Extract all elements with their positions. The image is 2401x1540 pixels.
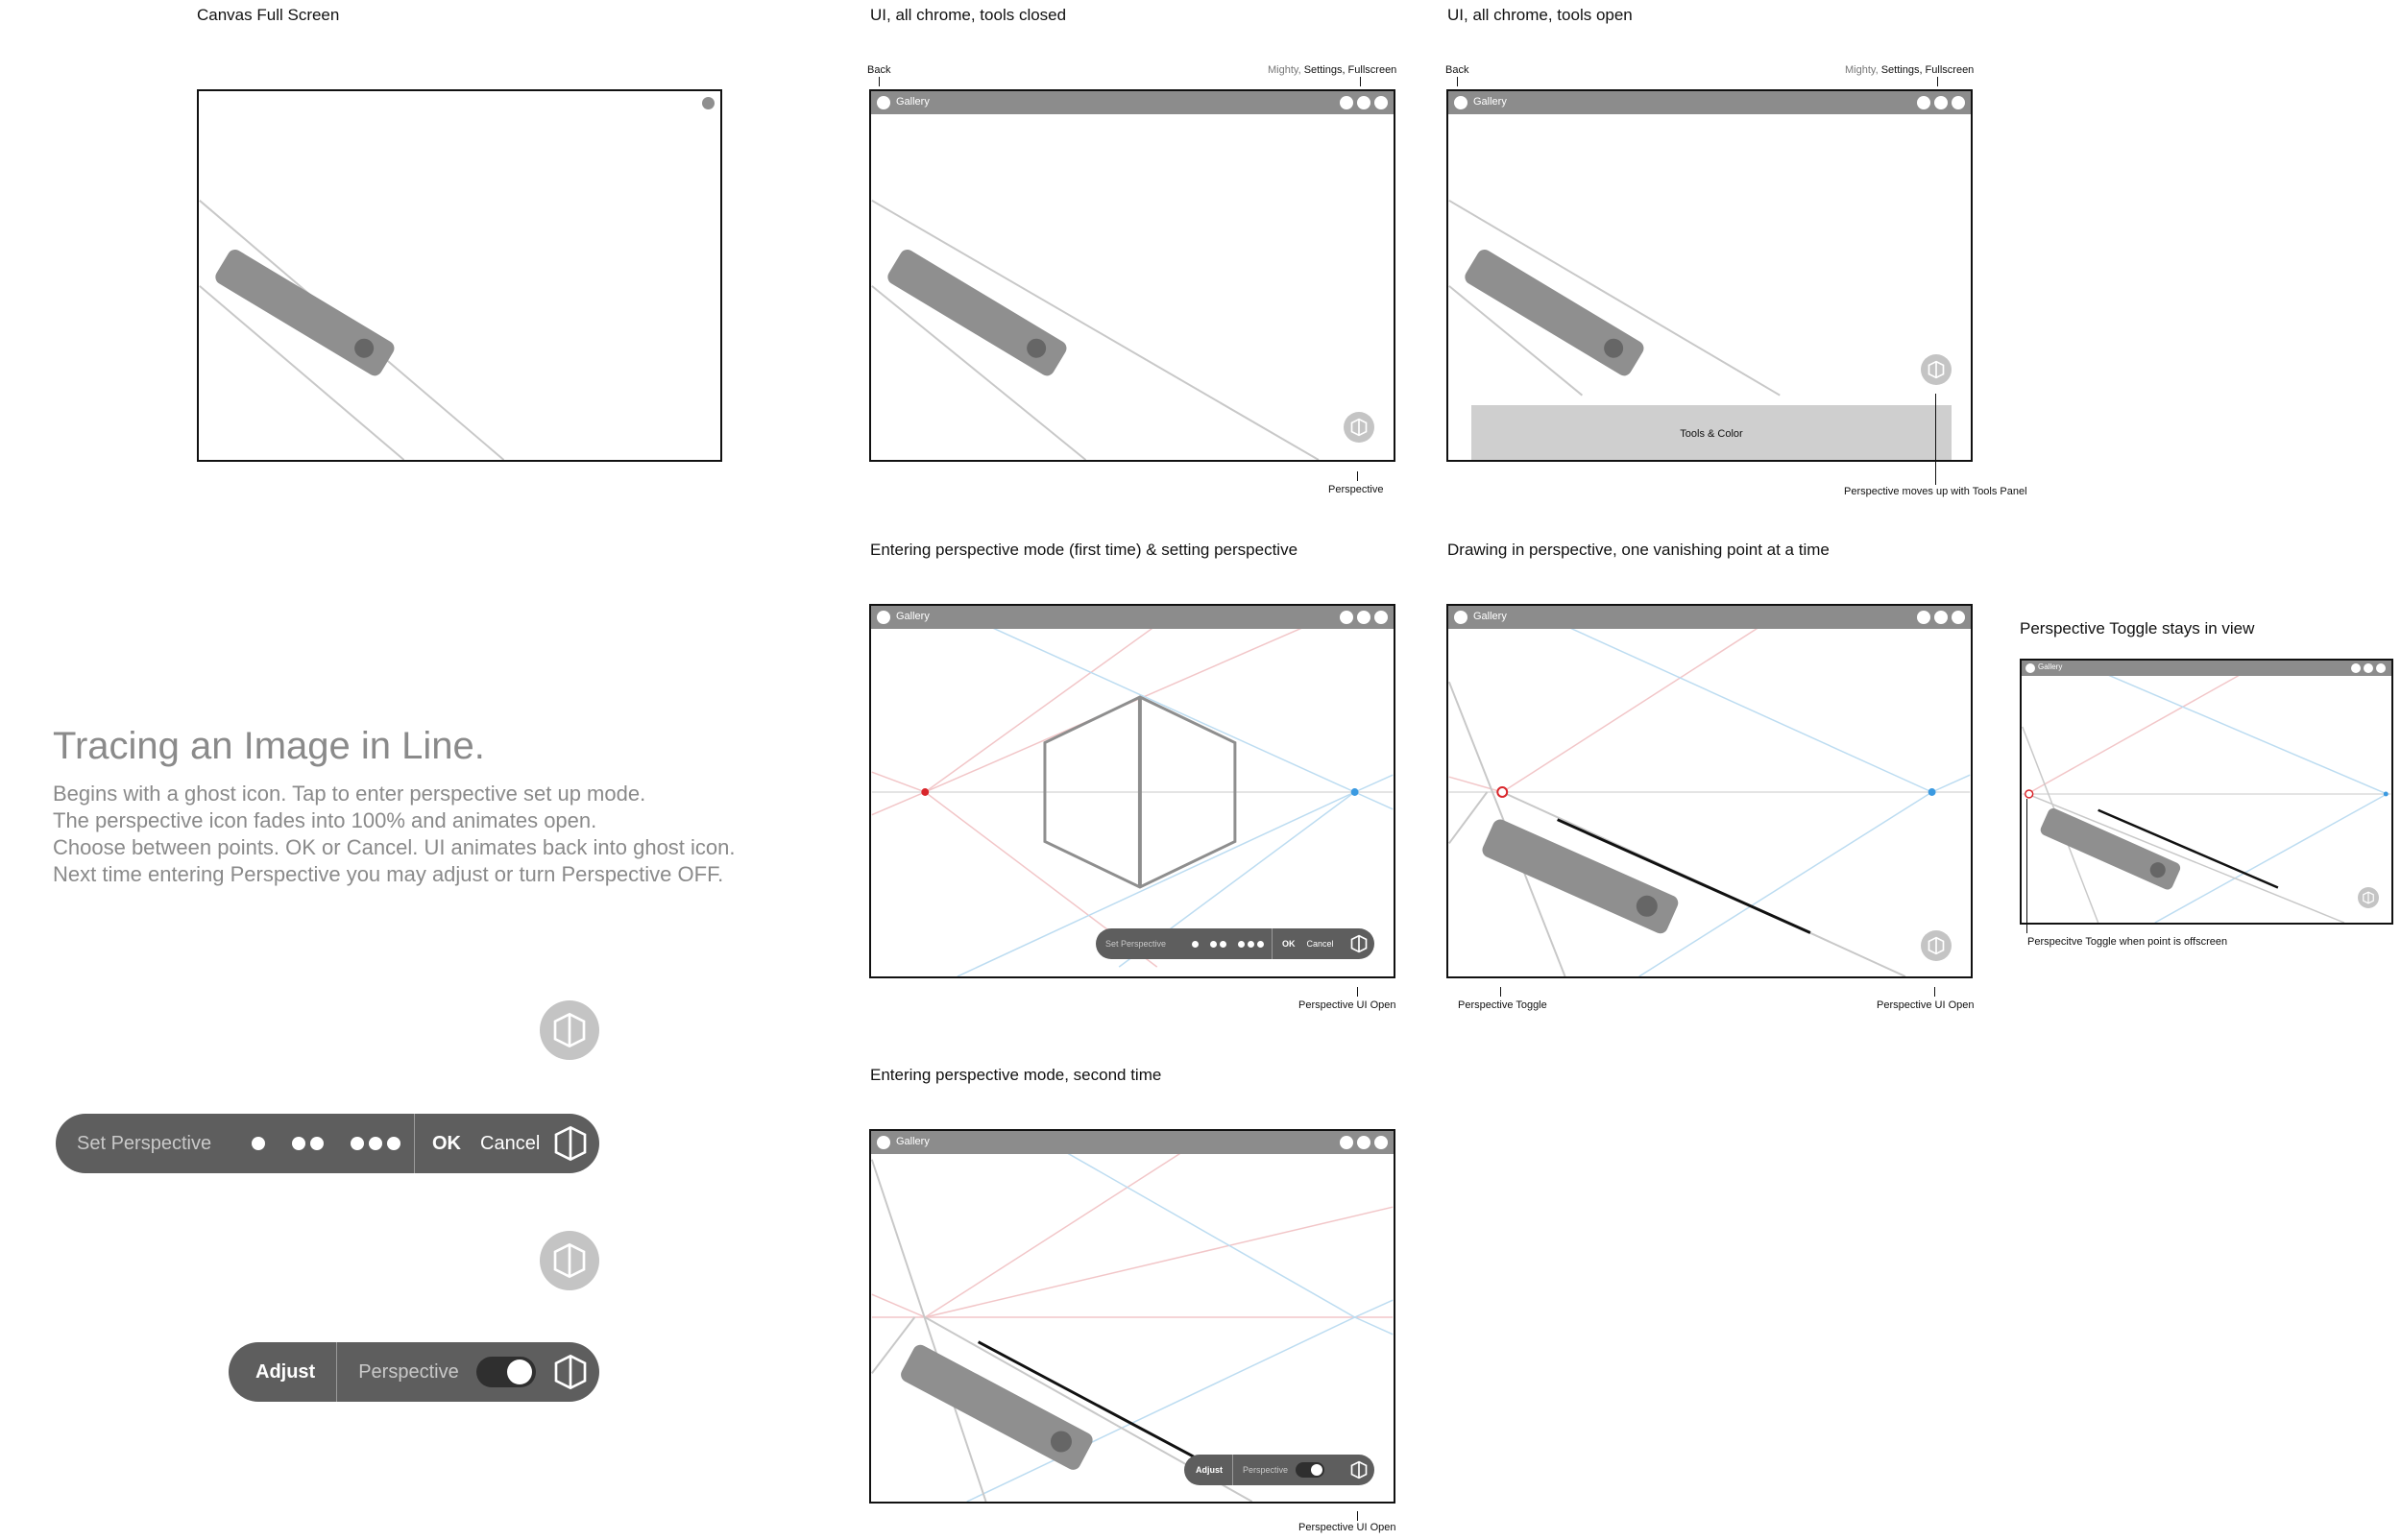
perspective-ghost-button[interactable] [2358,887,2379,908]
fullscreen-dot-icon[interactable] [1952,96,1965,109]
home-icon[interactable] [877,611,890,624]
perspective-cube-icon [1927,360,1946,379]
offscreen-toggle-tick [2026,799,2027,933]
settings-dot-icon[interactable] [2364,663,2373,673]
back-label: Back [1445,64,1469,76]
settings-tick [1360,77,1361,86]
description-text [53,781,736,888]
frame-title-first-time: Entering perspective mode (first time) & setting perspective [870,541,1298,559]
two-point-option[interactable] [292,1137,324,1150]
chrome-title[interactable]: Gallery [1473,611,1507,622]
chrome-right-label: Mighty, Settings, Fullscreen [1845,64,1975,76]
ruler-knob[interactable] [1633,892,1661,920]
perspective-toggle-label: Perspective Toggle [1458,999,1547,1011]
fullscreen-dot-icon[interactable] [1374,96,1388,109]
second-time-perspective-frame [869,1129,1395,1504]
description-line: Begins with a ghost icon. Tap to enter perspective set up mode. [53,782,646,806]
menu-dot-icon[interactable] [1340,96,1353,109]
set-perspective-label: Set Perspective [77,1132,212,1154]
frame-title-tools-open: UI, all chrome, tools open [1447,6,1633,24]
home-icon[interactable] [2025,663,2035,673]
perspective-ui-tick [1357,1511,1358,1521]
perspective-ghost-button[interactable] [1921,930,1952,961]
fullscreen-dot-icon[interactable] [1374,611,1388,624]
perspective-cube-icon[interactable] [551,1353,590,1391]
adjust-perspective-pill-large [229,1342,599,1402]
app-chrome [1448,91,1971,114]
tools-open-frame [1446,89,1973,462]
chrome-title[interactable]: Gallery [1473,96,1507,108]
perspective-toggle-tick [1500,987,1501,997]
perspective-ghost-button[interactable] [1921,354,1952,385]
ruler-knob[interactable] [1600,335,1626,361]
perspective-cube-icon [2362,891,2375,904]
menu-dot-icon[interactable] [1340,611,1353,624]
ruler-knob[interactable] [1047,1428,1076,1456]
fullscreen-dot-icon[interactable] [1374,1136,1388,1149]
perspective-label: Perspective [358,1360,459,1383]
back-tick [1457,77,1458,86]
frame-title-second-time: Entering perspective mode, second time [870,1066,1162,1084]
ghost-perspective-button-large[interactable] [540,1000,599,1060]
ok-button[interactable]: OK [432,1132,461,1154]
set-perspective-label: Set Perspective [1105,939,1167,949]
perspective-guides [1448,606,1971,976]
chrome-title[interactable]: Gallery [896,611,930,622]
settings-dot-icon[interactable] [1357,611,1370,624]
perspective-ui-open-label: Perspective UI Open [1877,999,1975,1011]
adjust-perspective-pill [1184,1455,1374,1485]
description-line: The perspective icon fades into 100% and animates open. [53,808,597,832]
menu-dot-icon[interactable] [2351,663,2361,673]
perspective-label: Perspective [1243,1465,1289,1475]
home-icon[interactable] [1454,96,1467,109]
home-icon[interactable] [1454,611,1467,624]
one-point-option[interactable] [252,1137,265,1150]
frame-title-canvas-full-screen: Canvas Full Screen [197,6,340,24]
ghost-perspective-button-large[interactable] [540,1231,599,1290]
drawing-perspective-frame [1446,604,1973,978]
home-icon[interactable] [877,1136,890,1149]
three-point-option[interactable] [351,1137,400,1150]
cancel-button[interactable]: Cancel [1306,939,1334,949]
perspective-move-label: Perspective moves up with Tools Panel [1844,486,2027,497]
frame-title-toggle-stays: Perspective Toggle stays in view [2020,619,2255,638]
perspective-guides [871,606,1394,976]
offscreen-toggle-label: Perspecitve Toggle when point is offscreen [2027,936,2228,948]
perspective-cube-icon[interactable] [551,1124,590,1163]
description-heading: Tracing an Image in Line. [53,725,485,767]
perspective-cube-icon [550,1011,589,1049]
frame-title-tools-closed: UI, all chrome, tools closed [870,6,1067,24]
first-time-perspective-frame [869,604,1395,978]
app-chrome [1448,606,1971,629]
menu-dot-icon[interactable] [1917,96,1930,109]
perspective-guides [2022,661,2391,923]
cancel-button[interactable]: Cancel [480,1132,541,1154]
fullscreen-exit-dot[interactable] [702,97,715,109]
description-line: Next time entering Perspective you may adjust or turn Perspective OFF. [53,862,724,886]
home-icon[interactable] [877,96,890,109]
tools-panel-label: Tools & Color [1680,427,1743,440]
ruler-knob[interactable] [2147,860,2168,880]
perspective-cube-icon [1927,936,1946,955]
back-tick [879,77,880,86]
one-point-option[interactable] [1192,941,1199,948]
perspective-label: Perspective [1328,484,1384,495]
chrome-right-label: Mighty, Settings, Fullscreen [1268,64,1397,76]
menu-dot-icon[interactable] [1340,1136,1353,1149]
settings-dot-icon[interactable] [1934,96,1948,109]
chrome-title[interactable]: Gallery [896,1136,930,1147]
chrome-title[interactable]: Gallery [2038,662,2063,671]
app-chrome [871,1131,1394,1154]
settings-dot-icon[interactable] [1934,611,1948,624]
perspective-ui-open-label: Perspective UI Open [1298,999,1396,1011]
ruler-knob[interactable] [351,335,376,361]
app-chrome [871,91,1394,114]
back-label: Back [867,64,891,76]
frame-title-drawing: Drawing in perspective, one vanishing point at a time [1447,541,1830,559]
chrome-title[interactable]: Gallery [896,96,930,108]
perspective-ui-tick [1934,987,1935,997]
fullscreen-dot-icon[interactable] [2376,663,2386,673]
set-perspective-pill [1096,928,1374,959]
perspective-guides [871,1131,1394,1502]
set-perspective-pill-large [56,1114,599,1173]
perspective-cube-icon [1349,418,1369,437]
perspective-tick [1357,471,1358,481]
perspective-cube-icon[interactable] [1349,934,1369,953]
perspective-ui-tick [1357,987,1358,997]
settings-dot-icon[interactable] [1357,1136,1370,1149]
menu-dot-icon[interactable] [1917,611,1930,624]
perspective-ui-open-label: Perspective UI Open [1298,1522,1396,1533]
settings-dot-icon[interactable] [1357,96,1370,109]
perspective-cube-icon [550,1241,589,1280]
perspective-ghost-button[interactable] [1344,412,1374,443]
perspective-move-tick [1935,394,1936,485]
perspective-toggle-switch[interactable] [476,1357,536,1387]
perspective-toggle-switch[interactable] [1296,1462,1324,1478]
app-chrome [871,606,1394,629]
ruler-knob[interactable] [1023,335,1049,361]
settings-tick [1937,77,1938,86]
app-chrome [2022,661,2391,676]
adjust-button[interactable]: Adjust [1196,1465,1223,1475]
adjust-button[interactable]: Adjust [255,1360,316,1383]
tools-closed-frame [869,89,1395,462]
ok-button[interactable]: OK [1282,939,1296,949]
two-point-option[interactable] [1210,941,1226,948]
tools-color-panel[interactable] [1471,405,1952,462]
three-point-option[interactable] [1238,941,1264,948]
description-line: Choose between points. OK or Cancel. UI animates back into ghost icon. [53,835,736,859]
canvas-full-screen-frame [197,89,722,462]
toggle-stays-frame [2020,659,2393,925]
perspective-cube-icon[interactable] [1349,1460,1369,1480]
fullscreen-dot-icon[interactable] [1952,611,1965,624]
